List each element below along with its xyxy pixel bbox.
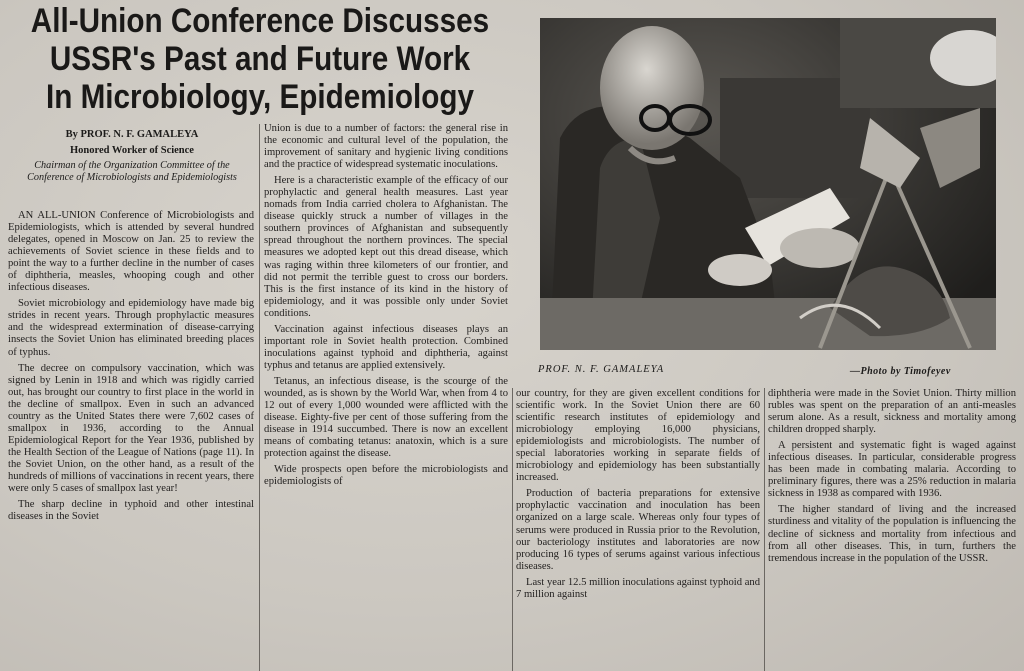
paragraph: AN ALL-UNION Conference of Microbiologists and Epidemiologists, which is attended by several hundred delegates, opened in Moscow on Jan. 25 to review the achievements of Soviet science in these fields and to point the way to a further decline in the number of cases of diphtheria, measles, whooping cough and other infectious diseases.: [8, 210, 254, 294]
paragraph: Soviet microbiology and epidemiology have made big strides in recent years. Through prophylactic measures and the widespread extermination of disease-carrying insects the Soviet Union has eliminated breeding places of typhus.: [8, 298, 254, 358]
headline-line-2: USSR's Past and Future Work: [49, 40, 471, 78]
paragraph: Production of bacteria preparations for extensive prophylactic vaccination and inoculation has been organized on a large scale. Whereas only four types of serums were produced in Russia prior to the Revolution, our bacteriology institutes and laboratories are now producing 16 types of serums against various infectious diseases.: [516, 488, 760, 572]
paragraph: Last year 12.5 million inoculations against typhoid and 7 million against: [516, 576, 760, 600]
byline: [8, 128, 256, 184]
paragraph: Wide prospects open before the microbiologists and epidemiologists of: [264, 464, 508, 488]
byline-chairman: Chairman of the Organization Committee of the Conference of Microbiologists and Epidemiologists: [27, 160, 237, 183]
article-column-2: [264, 123, 508, 671]
article-column-3: [516, 388, 760, 671]
column-rule: [259, 124, 260, 671]
byline-author: By PROF. N. F. GAMALEYA: [65, 129, 199, 140]
portrait-image: [540, 18, 996, 350]
column-rule: [512, 388, 513, 671]
byline-honor: Honored Worker of Science: [70, 145, 194, 156]
photo-caption: PROF. N. F. GAMALEYA: [538, 364, 665, 375]
column-rule: [764, 388, 765, 671]
paragraph: our country, for they are given excellent conditions for scientific work. In the Soviet Union there are 60 scientific research institutes of epidemiology and microbiology employing 16,000 physicians, epidemiologists and microbiologists. The number of special laboratories working in separate fields of microbiology and epidemiology has been substantially increased.: [516, 388, 760, 484]
photo-credit: —Photo by Timofeyev: [850, 366, 951, 377]
paragraph: Union is due to a number of factors: the general rise in the economic and cultural level of the population, the improvement of sanitary and hygienic living conditions and the practice of widespread systematic inoculations.: [264, 123, 508, 171]
article-column-1: [8, 210, 254, 671]
headline: [8, 2, 512, 116]
paragraph: Tetanus, an infectious disease, is the scourge of the wounded, as is shown by the World War, when from 4 to 12 out of every 1,000 wounded were afflicted with the disease. Eighty-five per cent of those suffering from the disease in 1914 succumbed. There is now an excellent means of combating tetanus: anatoxin, which is a sure protection against the disease.: [264, 375, 508, 460]
headline-line-1: All-Union Conference Discusses: [30, 2, 490, 40]
article-column-4: [768, 388, 1016, 671]
paragraph: Here is a characteristic example of the efficacy of our prophylactic and general health measures. Last year nomads from India carried cholera to Afghanistan. The disease quickly struck a number of villages in the southern provinces of Afghanistan and subsequently spread throughout the northern provinces. The special measures we adopted kept out this dread disease, which was raging within three kilometers of our frontier, and did not permit the terrible guest to cross our borders. This is the first instance of its kind in the history of epidemiology, and it was possible only under Soviet conditions.: [264, 175, 508, 319]
paragraph: The decree on compulsory vaccination, which was signed by Lenin in 1918 and which was rigidly carried out, has brought our country to first place in the world in the decline of smallpox. Even in such an advanced country as the United States there were 7,602 cases of smallpox in 1936, according to the Annual Epidemiological Report for the Year 1936, published by the Health Section of the League of Nations (page 11). In the Soviet Union, on the other hand, as a result of the hundreds of millions of vaccinations in recent years, there were only 5 cases of smallpox last year!: [8, 362, 254, 495]
portrait-photo: [540, 18, 996, 350]
paragraph: The sharp decline in typhoid and other intestinal diseases in the Soviet: [8, 499, 254, 523]
paragraph: The higher standard of living and the increased sturdiness and vitality of the population is influencing the decline of sickness and mortality from infectious and from all other diseases. This, in turn, furthers the tremendous increase in the population of the USSR.: [768, 504, 1016, 564]
headline-line-3: In Microbiology, Epidemiology: [45, 78, 474, 116]
paragraph: diphtheria were made in the Soviet Union. Thirty million rubles was spent on the preparation of an anti-measles serum alone. As a result, sickness and mortality among children dropped sharply.: [768, 388, 1016, 436]
paragraph: Vaccination against infectious diseases plays an important role in Soviet health protection. Combined inoculations against typhoid and diphtheria, against typhus and tetanus are applied extensively.: [264, 323, 508, 371]
paragraph: A persistent and systematic fight is waged against infectious diseases. In particular, considerable progress has been made in combating malaria. According to preliminary figures, there was a 25% reduction in malaria sickness in 1938 as compared with 1936.: [768, 440, 1016, 500]
